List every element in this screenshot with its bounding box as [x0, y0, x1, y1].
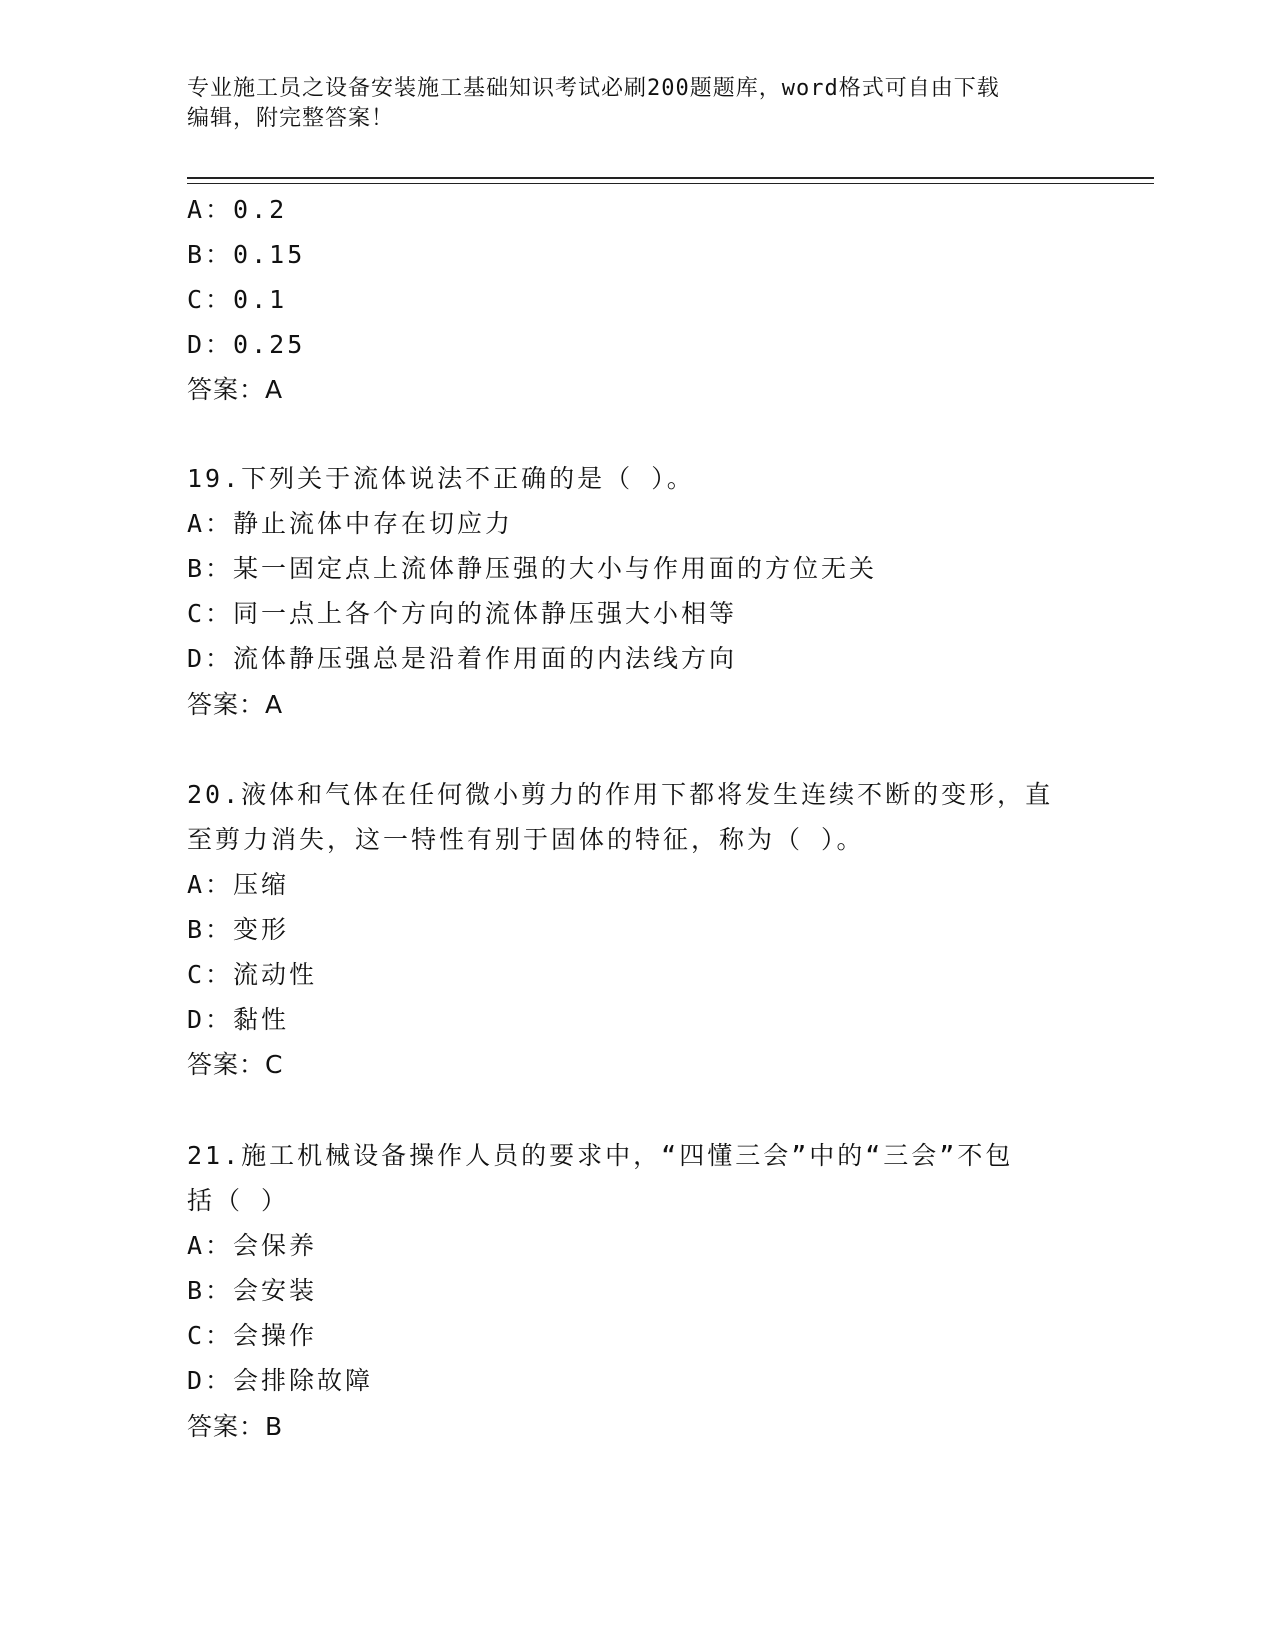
q19-stem: 19.下列关于流体说法不正确的是（ ）。: [187, 464, 695, 493]
q20-option-d: D：黏性: [187, 1005, 290, 1034]
q18-option-d: D：0.25: [187, 330, 306, 359]
q19-option-a: A：静止流体中存在切应力: [187, 509, 514, 538]
document-header: [187, 74, 1087, 134]
header-title-line-1: 专业施工员之设备安装施工基础知识考试必刷200题题库，word格式可自由下载: [187, 76, 1000, 101]
q20-stem-line-1: 20.液体和气体在任何微小剪力的作用下都将发生连续不断的变形，直: [187, 780, 1054, 809]
q19-answer: 答案：A: [187, 690, 284, 719]
q21-stem-line-2: 括（ ）: [187, 1186, 290, 1215]
q21-option-a: A：会保养: [187, 1231, 318, 1260]
q21-option-d: D：会排除故障: [187, 1366, 374, 1395]
q20-answer: 答案：C: [187, 1050, 284, 1079]
q20-option-b: B：变形: [187, 915, 290, 944]
q18-option-c: C：0.1: [187, 285, 288, 314]
header-divider-thick: [187, 177, 1154, 179]
q21-option-b: B：会安装: [187, 1276, 318, 1305]
header-divider-thin: [187, 183, 1154, 184]
q19-option-b: B：某一固定点上流体静压强的大小与作用面的方位无关: [187, 554, 878, 583]
q21-answer: 答案：B: [187, 1412, 284, 1441]
header-title-line-2: 编辑，附完整答案！: [187, 106, 395, 131]
q19-option-c: C：同一点上各个方向的流体静压强大小相等: [187, 599, 738, 628]
q18-option-b: B：0.15: [187, 240, 306, 269]
q18-answer: 答案：A: [187, 375, 284, 404]
q20-option-c: C：流动性: [187, 960, 318, 989]
q20-option-a: A：压缩: [187, 870, 290, 899]
q21-option-c: C：会操作: [187, 1321, 318, 1350]
q18-option-a: A：0.2: [187, 195, 288, 224]
q20-stem-line-2: 至剪力消失，这一特性有别于固体的特征，称为（ ）。: [187, 825, 865, 854]
q21-stem-line-1: 21.施工机械设备操作人员的要求中，“四懂三会”中的“三会”不包: [187, 1141, 1014, 1170]
q19-option-d: D：流体静压强总是沿着作用面的内法线方向: [187, 644, 738, 673]
